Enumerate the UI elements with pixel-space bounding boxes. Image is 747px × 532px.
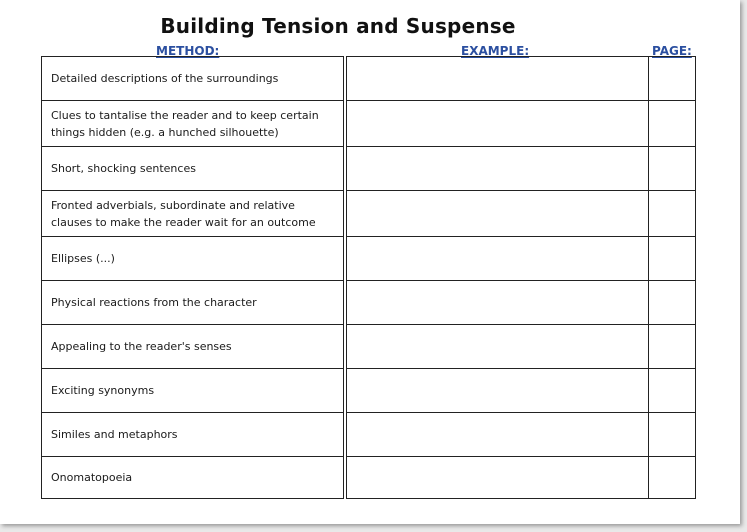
example-column-header: EXAMPLE: — [461, 44, 530, 58]
example-answer-cell[interactable] — [347, 281, 649, 324]
example-answer-cell[interactable] — [347, 101, 649, 146]
method-cell: Clues to tantalise the reader and to keep certain things hidden (e.g. a hunched silhouette) — [51, 108, 319, 139]
method-cell: Short, shocking sentences — [51, 162, 196, 175]
example-answer-cell[interactable] — [347, 57, 649, 100]
answer-row — [347, 413, 695, 457]
answer-row — [347, 325, 695, 369]
page-answer-cell[interactable] — [649, 147, 695, 190]
answer-row — [347, 191, 695, 237]
example-answer-cell[interactable] — [347, 147, 649, 190]
answer-row — [347, 369, 695, 413]
answer-row — [347, 57, 695, 101]
page-answer-cell[interactable] — [649, 457, 695, 498]
method-cell: Similes and metaphors — [51, 428, 178, 441]
page-answer-cell[interactable] — [649, 57, 695, 100]
method-row — [42, 101, 343, 147]
page-answer-cell[interactable] — [649, 325, 695, 368]
method-row — [42, 325, 343, 369]
method-cell: Ellipses (...) — [51, 252, 115, 265]
example-answer-cell[interactable] — [347, 369, 649, 412]
example-answer-cell[interactable] — [347, 237, 649, 280]
method-row — [42, 457, 343, 498]
method-column-header: METHOD: — [156, 44, 220, 58]
example-page-table — [346, 56, 696, 499]
method-cell: Appealing to the reader's senses — [51, 340, 232, 353]
example-answer-cell[interactable] — [347, 413, 649, 456]
page-answer-cell[interactable] — [649, 281, 695, 324]
answer-row — [347, 147, 695, 191]
example-answer-cell[interactable] — [347, 457, 649, 498]
answer-row — [347, 281, 695, 325]
method-cell: Exciting synonyms — [51, 384, 155, 397]
page-answer-cell[interactable] — [649, 101, 695, 146]
method-cell: Detailed descriptions of the surroundings — [51, 72, 279, 85]
method-row — [42, 57, 343, 101]
method-cell: Onomatopoeia — [51, 471, 133, 484]
worksheet-title: Building Tension and Suspense — [160, 14, 516, 38]
page-column-header: PAGE: — [652, 44, 692, 58]
method-row — [42, 147, 343, 191]
example-answer-cell[interactable] — [347, 325, 649, 368]
method-row — [42, 369, 343, 413]
method-row — [42, 191, 343, 237]
answer-row — [347, 101, 695, 147]
page-answer-cell[interactable] — [649, 369, 695, 412]
answer-row — [347, 237, 695, 281]
method-table — [41, 56, 344, 499]
page-answer-cell[interactable] — [649, 413, 695, 456]
method-row — [42, 413, 343, 457]
answer-row — [347, 457, 695, 498]
method-row — [42, 281, 343, 325]
method-cell: Physical reactions from the character — [51, 296, 257, 309]
method-row — [42, 237, 343, 281]
page-answer-cell[interactable] — [649, 191, 695, 236]
method-cell: Fronted adverbials, subordinate and relative clauses to make the reader wait for an outcome — [51, 198, 316, 229]
page-answer-cell[interactable] — [649, 237, 695, 280]
example-answer-cell[interactable] — [347, 191, 649, 236]
